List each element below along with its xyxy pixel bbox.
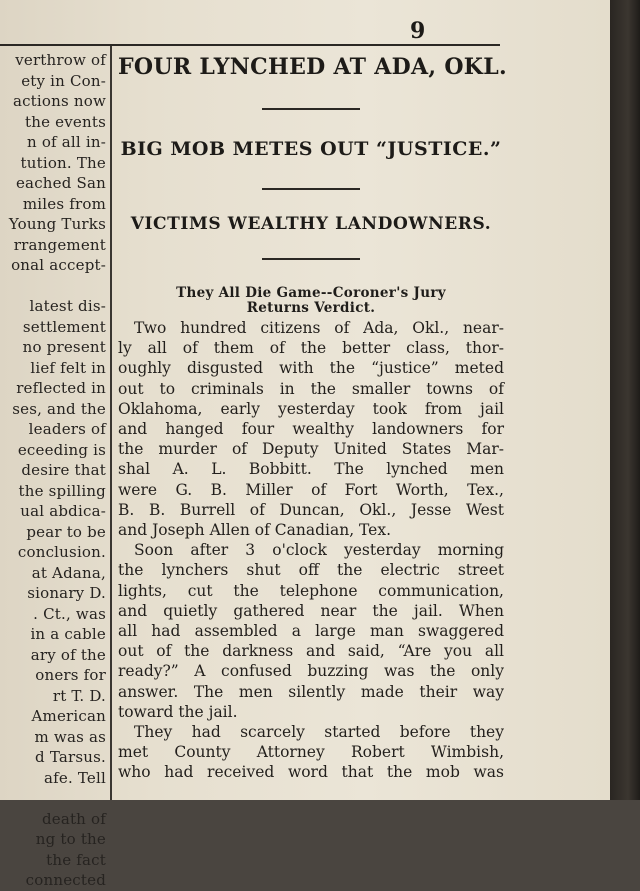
left-column-line: oners for	[35, 666, 106, 684]
left-column-line: leaders of	[28, 420, 106, 438]
article-line: toward the jail.	[118, 702, 238, 721]
article-column	[118, 50, 507, 783]
left-column-line: ng to the	[35, 830, 106, 848]
left-column-line: ety in Con-	[21, 71, 106, 90]
left-column-line: rrangement	[13, 235, 106, 254]
left-column-line: d Tarsus.	[35, 748, 106, 766]
left-column-line: pear to be	[26, 522, 106, 541]
left-column-line: connected	[25, 871, 106, 889]
left-column-line: n of all in-	[26, 133, 106, 151]
left-column-line: Young Turks	[8, 215, 106, 233]
article-line: all had assembled a large man swaggered	[118, 622, 504, 641]
left-column-line: eached San	[15, 174, 106, 192]
article-line: the murder of Deputy United States Mar-	[118, 440, 504, 459]
left-column-line: eceeding is	[17, 440, 106, 459]
article-line: the lynchers shut off the electric street	[118, 561, 504, 580]
left-column-line	[0, 788, 106, 809]
page-edge	[610, 0, 640, 800]
headline: FOUR LYNCHED AT ADA, OKL.	[118, 54, 507, 80]
left-column-line: the fact	[46, 850, 106, 869]
page-number: 9	[410, 18, 426, 44]
article-line: oughly disgusted with the “justice” meted	[118, 359, 504, 378]
article-line: met County Attorney Robert Wimbish,	[118, 743, 504, 762]
article-line: Oklahoma, early yesterday took from jail	[118, 399, 504, 418]
left-column-line: onal accept-	[11, 256, 106, 274]
left-column-line: verthrow of	[15, 51, 106, 69]
left-column-line: actions now	[12, 92, 106, 110]
article-line: who had received word that the mob was	[118, 763, 504, 782]
left-column-line: ses, and the	[12, 399, 106, 418]
article-line: were G. B. Miller of Fort Worth, Tex.,	[118, 480, 504, 499]
article-line: and quietly gathered near the jail. When	[118, 601, 504, 620]
article-line: They had scarcely started before they	[134, 723, 504, 742]
article-line: shal A. L. Bobbitt. The lynched men	[118, 460, 504, 479]
left-column-line: sionary D.	[27, 584, 106, 602]
left-column-line: lief felt in	[30, 358, 106, 377]
left-column-line: settlement	[22, 317, 106, 336]
left-column-line: death of	[41, 809, 106, 828]
article-line: out of the darkness and said, “Are you all	[118, 642, 504, 661]
deck-mob-justice: BIG MOB METES OUT “JUSTICE.”	[120, 138, 502, 160]
article-line: and hanged four wealthy landowners for	[118, 420, 504, 439]
top-rule	[0, 44, 500, 46]
left-column-line: the spilling	[18, 481, 106, 500]
article-line: and Joseph Allen of Canadian, Tex.	[118, 521, 392, 540]
left-column-line: miles from	[22, 194, 106, 213]
left-column-line: the events	[25, 112, 106, 131]
left-column-line: rt T. D.	[52, 686, 106, 705]
article-line: ready?” A confused buzzing was the only	[118, 662, 504, 681]
left-column-line	[0, 276, 106, 297]
article-line: Soon after 3 o'clock yesterday morning	[134, 541, 504, 560]
left-column-line: m was as	[34, 727, 106, 746]
left-column-line: in a cable	[30, 625, 106, 643]
article-body	[118, 318, 504, 783]
article-line: out to criminals in the smaller towns of	[118, 379, 504, 398]
column-rule	[110, 46, 112, 800]
article-line: lights, cut the telephone communication,	[118, 581, 504, 600]
left-column	[0, 50, 106, 891]
subhead-line-2: Returns Verdict.	[246, 300, 376, 316]
left-column-line: conclusion.	[17, 543, 106, 561]
left-column-line: no present	[22, 338, 106, 356]
left-column-line: ary of the	[30, 645, 106, 664]
article-line: Two hundred citizens of Ada, Okl., near-	[134, 319, 504, 337]
left-column-line: at Adana,	[31, 563, 106, 582]
left-column-line: . Ct., was	[33, 604, 106, 623]
left-column-line: desire that	[21, 461, 106, 479]
left-column-line: reflected in	[16, 379, 106, 397]
left-column-line: latest dis-	[29, 297, 106, 315]
left-column-line: tution. The	[20, 153, 106, 172]
left-column-line: ual abdica-	[20, 502, 106, 520]
deck-victims: VICTIMS WEALTHY LANDOWNERS.	[130, 214, 492, 234]
article-line: B. B. Burrell of Duncan, Okl., Jesse West	[118, 500, 504, 519]
left-column-line: American	[31, 707, 106, 725]
left-column-line: afe. Tell	[43, 768, 106, 787]
article-line: answer. The men silently made their way	[118, 682, 504, 701]
article-line: ly all of them of the better class, thor-	[118, 339, 504, 358]
subhead-line-1: They All Die Game--Coroner's Jury	[176, 285, 446, 301]
